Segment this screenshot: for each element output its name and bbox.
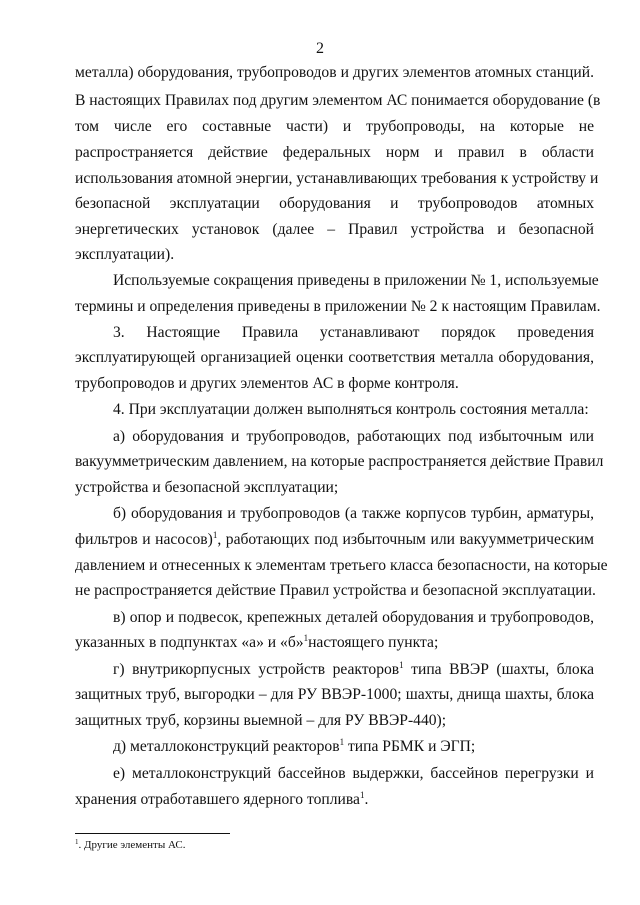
text-line: 4. При эксплуатации должен выполняться контроль состояния металла: bbox=[113, 401, 589, 418]
text-line: не распространяется действие Правил устройства и безопасной эксплуатации. bbox=[75, 582, 596, 599]
text-line: 3. Настоящие Правила устанавливают порядок проведения bbox=[113, 324, 594, 341]
text-line: эксплуатирующей организацией оценки соответствия металла оборудования, bbox=[75, 349, 594, 366]
text-line: энергетических установок (далее – Правил устройства и безопасной bbox=[75, 221, 594, 238]
text-line: термины и определения приведены в приложении № 2 к настоящим Правилам. bbox=[75, 298, 601, 315]
text-segment: хранения отработавшего ядерного топлива bbox=[75, 791, 360, 808]
text-segment: . bbox=[364, 791, 369, 808]
text-line bbox=[75, 632, 594, 654]
text-line: защитных труб, выгородки – для РУ ВВЭР-1000; шахты, днища шахты, блока bbox=[75, 686, 594, 703]
text-line: распространяется действие федеральных норм и правил в области bbox=[75, 144, 594, 161]
text-segment: г) внутрикорпусных устройств реакторов bbox=[113, 661, 400, 678]
text-line bbox=[113, 659, 594, 681]
text-segment: указанных в подпунктах «а» и «б» bbox=[75, 634, 304, 651]
text-line: Используемые сокращения приведены в приложении № 1, используемые bbox=[113, 272, 599, 289]
text-segment: типа РБМК и ЭГП; bbox=[344, 738, 476, 755]
text-line: трубопроводов и других элементов АС в форме контроля. bbox=[75, 375, 459, 392]
text-line: е) металлоконструкций бассейнов выдержки, бассейнов перегрузки и bbox=[113, 765, 594, 782]
text-segment: типа ВВЭР (шахты, блока bbox=[403, 661, 594, 678]
text-line: том числе его составные части) и трубопроводы, на которые не bbox=[75, 118, 594, 135]
footnote-separator bbox=[75, 833, 230, 834]
text-line: в) опор и подвесок, крепежных деталей оборудования и трубопроводов, bbox=[113, 609, 594, 626]
text-line: давлением и отнесенных к элементам третьего класса безопасности, на которые bbox=[75, 557, 608, 574]
text-line: вакуумметрическим давлением, на которые распространяется действие Правил bbox=[75, 453, 604, 470]
text-line: устройства и безопасной эксплуатации; bbox=[75, 479, 339, 496]
text-segment: , работающих под избыточным или вакуумметрическим bbox=[217, 531, 594, 548]
footnote-text: . Другие элементы АС. bbox=[78, 839, 186, 851]
text-line: эксплуатации). bbox=[75, 246, 175, 263]
footnote-ref: 1 bbox=[212, 530, 218, 540]
text-line: б) оборудования и трубопроводов (а также корпусов турбин, арматуры, bbox=[113, 505, 594, 522]
text-line bbox=[113, 736, 594, 758]
footnote-ref: 1 bbox=[303, 633, 309, 643]
text-line: безопасной эксплуатации оборудования и трубопроводов атомных bbox=[75, 195, 594, 212]
footnote-ref: 1 bbox=[399, 660, 404, 670]
text-line bbox=[75, 529, 594, 551]
footnote-ref: 1 bbox=[359, 790, 365, 800]
text-line: использования атомной энергии, устанавливающих требования к устройству и bbox=[75, 170, 599, 187]
text-segment: д) металлоконструкций реакторов bbox=[113, 738, 340, 755]
text-line: металла) оборудования, трубопроводов и других элементов атомных станций. bbox=[75, 64, 594, 81]
text-segment: настоящего пункта; bbox=[308, 634, 439, 651]
text-segment: фильтров и насосов) bbox=[75, 531, 213, 548]
text-line: защитных труб, корзины выемной – для РУ ВВЭР-440); bbox=[75, 712, 447, 729]
footnote-ref: 1 bbox=[339, 737, 345, 747]
footnote bbox=[75, 838, 185, 852]
text-line: В настоящих Правилах под другим элементом АС понимается оборудование (в bbox=[75, 92, 601, 109]
text-line bbox=[75, 789, 594, 811]
page-number: 2 bbox=[316, 40, 324, 57]
text-line: а) оборудования и трубопроводов, работающих под избыточным или bbox=[113, 428, 594, 445]
footnote-mark: 1 bbox=[75, 838, 79, 846]
